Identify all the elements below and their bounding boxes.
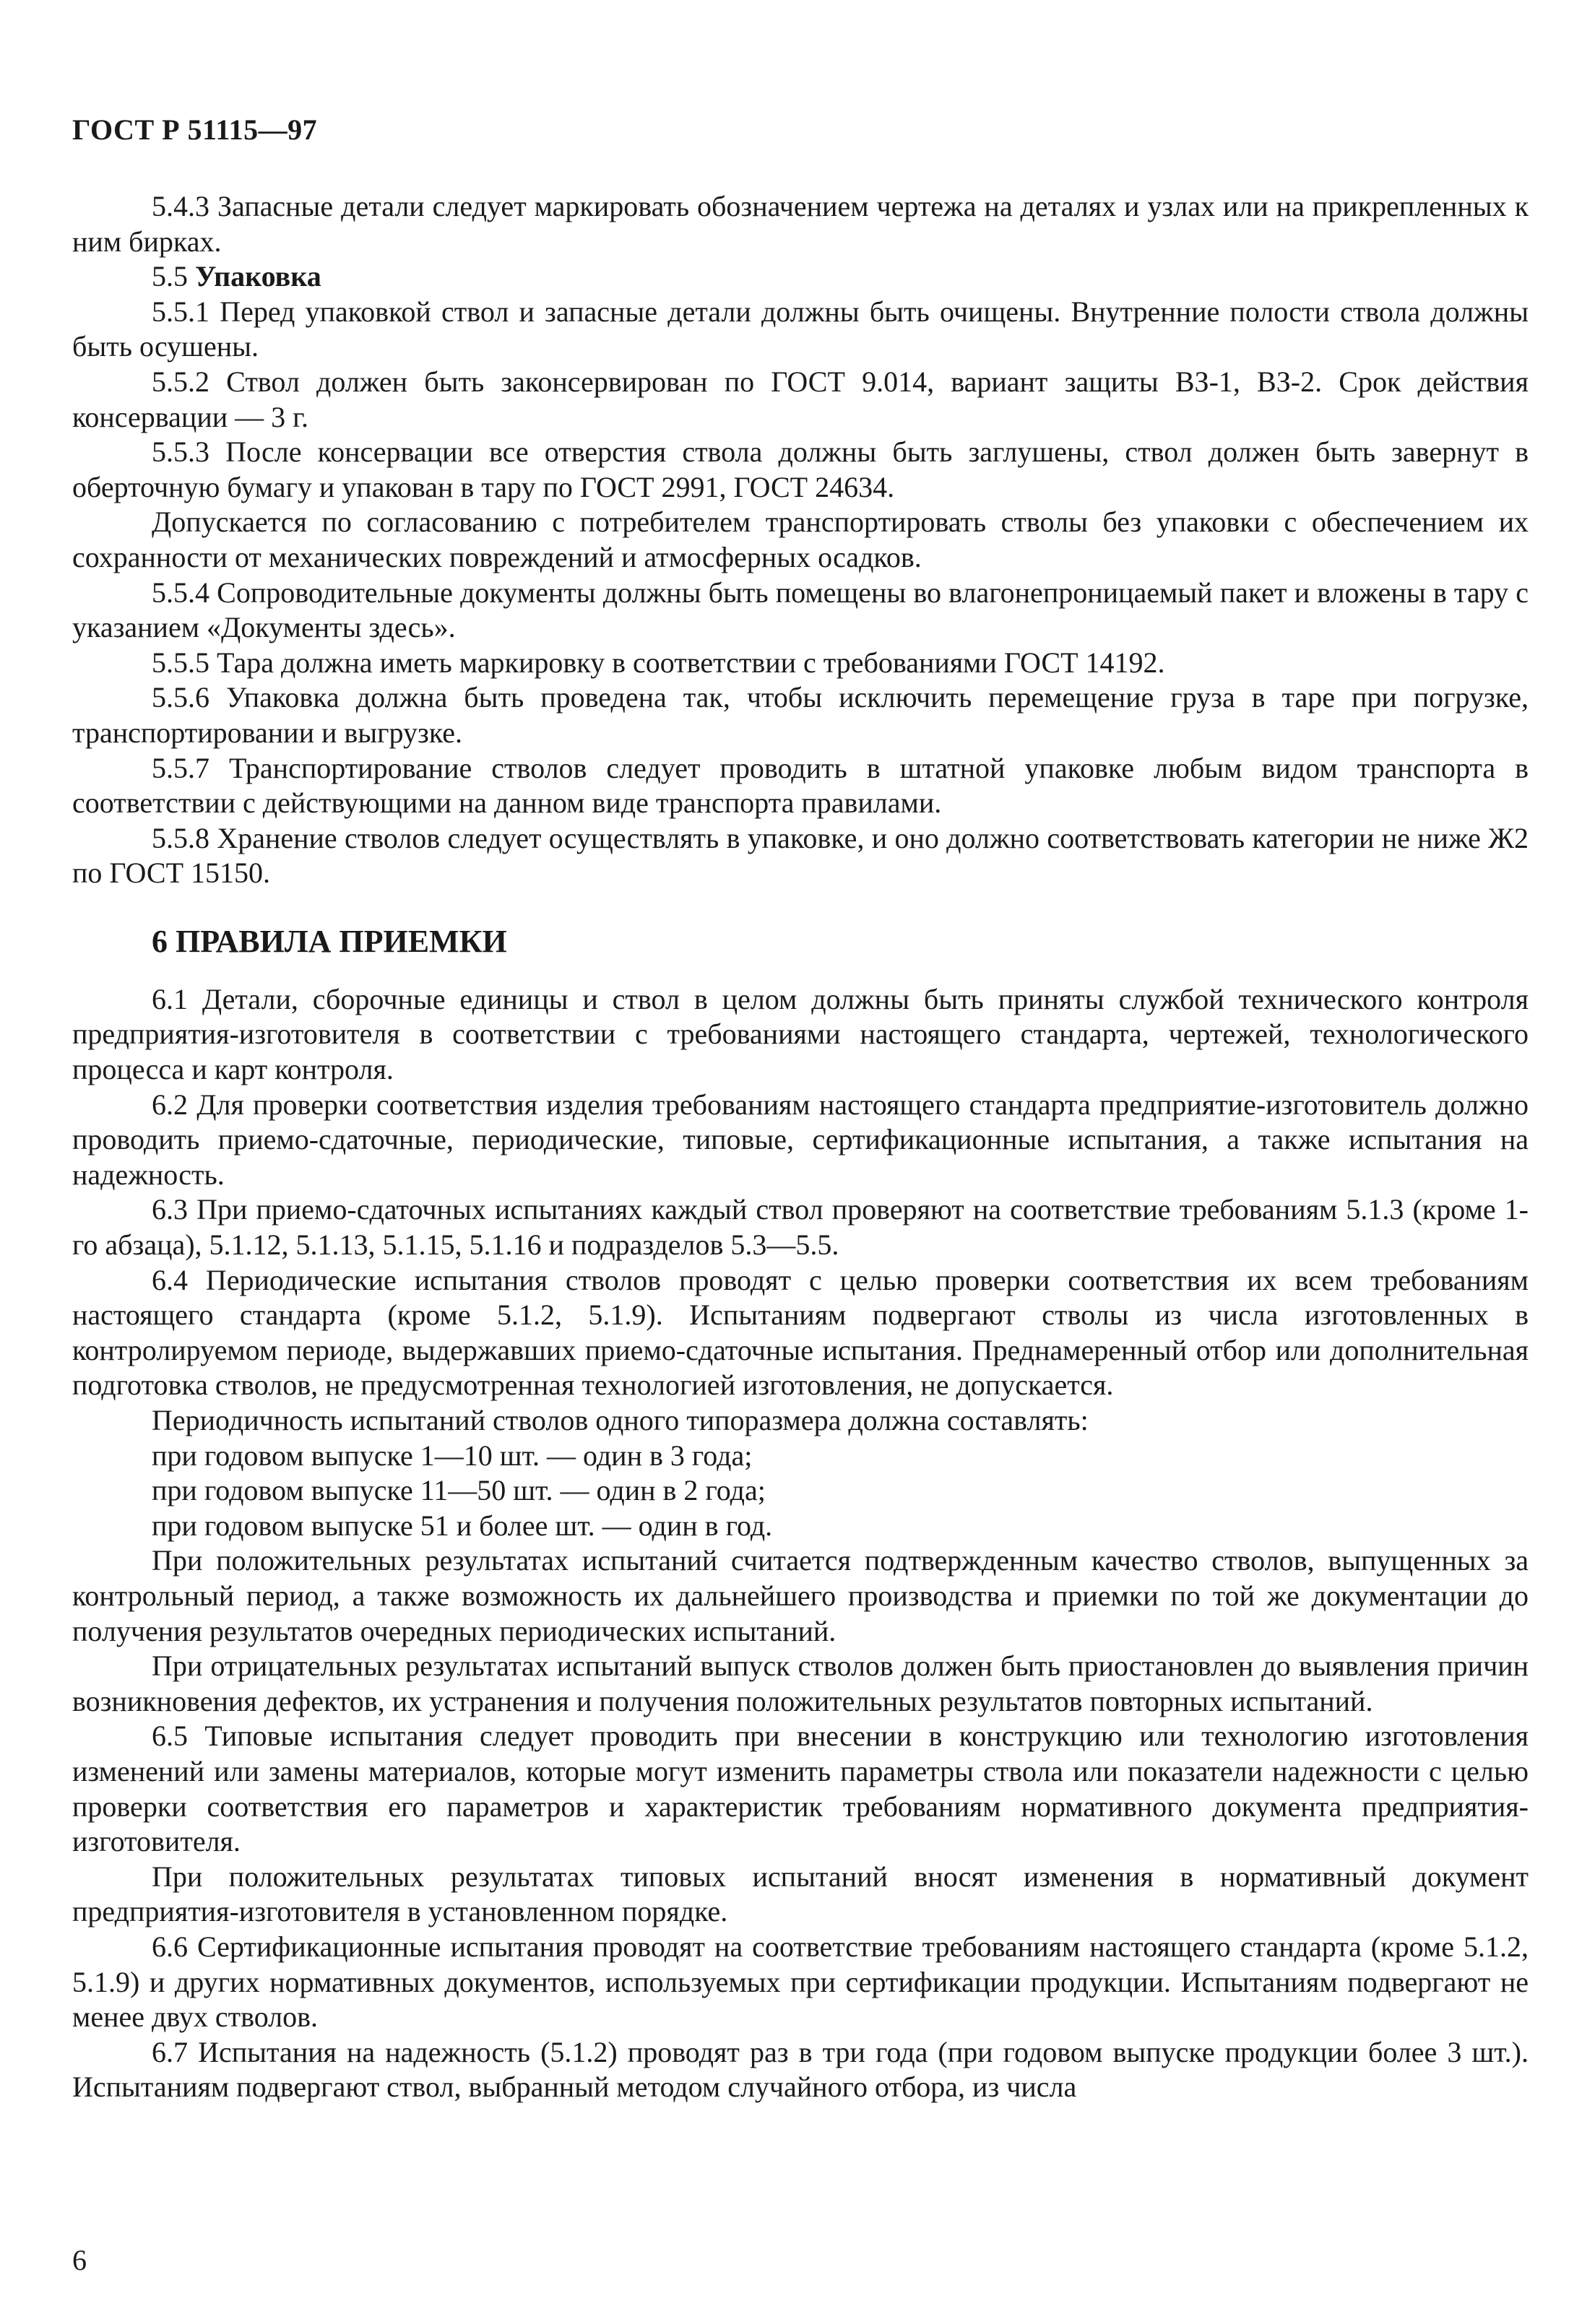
subsection-number: 5.5 — [152, 260, 188, 293]
paragraph-5-4-3: 5.4.3 Запасные детали следует маркировать обозначением чертежа на деталях и узлах или на прикрепленных к ним бирках. — [72, 190, 1529, 258]
paragraph-5-5-8: 5.5.8 Хранение стволов следует осуществлять в упаковке, и оно должно соответствовать категории не ниже Ж2 по ГОСТ 15150. — [72, 821, 1529, 890]
paragraph-6-2: 6.2 Для проверки соответствия изделия требованиям настоящего стандарта предприятие-изготовитель должно проводить приемо-сдаточные, периодические, типовые, сертификационные испытания, а также испытания на надежность. — [72, 1088, 1529, 1191]
section-6-heading: 6 ПРАВИЛА ПРИЕМКИ — [152, 923, 507, 959]
paragraph-6-7: 6.7 Испытания на надежность (5.1.2) проводят раз в три года (при годовом выпуске продукции более 3 шт.). Испытаниям подвергают ствол, выбранный методом случайного отбора, из числа — [72, 2035, 1529, 2104]
paragraph-6-3: 6.3 При приемо-сдаточных испытаниях каждый ствол проверяют на соответствие требованиям 5.1.3 (кроме 1-го абзаца), 5.1.12, 5.1.13, 5.1.15, 5.1.16 и подразделов 5.3—5.5. — [72, 1193, 1529, 1262]
subsection-title: Упаковка — [195, 260, 321, 293]
document-code-header: ГОСТ Р 51115—97 — [72, 113, 318, 146]
paragraph-5-5-2: 5.5.2 Ствол должен быть законсервирован по ГОСТ 9.014, вариант защиты ВЗ-1, ВЗ-2. Срок действия консервации — 3 г. — [72, 365, 1529, 433]
paragraph-5-5-7: 5.5.7 Транспортирование стволов следует проводить в штатной упаковке любым видом транспорта в соответствии с действующими на данном виде транспорта правилами. — [72, 751, 1529, 820]
paragraph-5-5-4: 5.5.4 Сопроводительные документы должны быть помещены во влагонепроницаемый пакет и вложены в тару с указанием «Документы здесь». — [72, 576, 1529, 644]
paragraph-6-4-negative: При отрицательных результатах испытаний выпуск стволов должен быть приостановлен до выявления причин возникновения дефектов, их устранения и получения положительных результатов повторных испытаний. — [72, 1649, 1529, 1717]
paragraph-6-5-positive: При положительных результатах типовых испытаний вносят изменения в нормативный документ предприятия-изготовителя в установленном порядке. — [72, 1860, 1529, 1928]
paragraph-5-5-6: 5.5.6 Упаковка должна быть проведена так, чтобы исключить перемещение груза в таре при погрузке, транспортировании и выгрузке. — [72, 681, 1529, 749]
paragraph-5-5-3-note: Допускается по согласованию с потребителем транспортировать стволы без упаковки с обеспечением их сохранности от механических повреждений и атмосферных осадков. — [72, 506, 1529, 573]
list-item-periodicity-2: при годовом выпуске 11—50 шт. — один в 2 года; — [152, 1474, 766, 1507]
paragraph-5-5-5: 5.5.5 Тара должна иметь маркировку в соответствии с требованиями ГОСТ 14192. — [152, 646, 1165, 679]
paragraph-6-4: 6.4 Периодические испытания стволов проводят с целью проверки соответствия их всем требованиям настоящего стандарта (кроме 5.1.2, 5.1.9). Испытаниям подвергают стволы из числа изготовленных в контролируемом периоде, выдержавших приемо-сдаточные испытания. Преднамеренный отбор или дополнительная подготовка стволов, не предусмотренная технологией изготовления, не допускается. — [72, 1263, 1529, 1402]
paragraph-6-1: 6.1 Детали, сборочные единицы и ствол в целом должны быть приняты службой технического контроля предприятия-изготовителя в соответствии с требованиями настоящего стандарта, чертежей, технологического процесса и карт контроля. — [72, 982, 1529, 1086]
paragraph-6-4-periodicity: Периодичность испытаний стволов одного типоразмера должна составлять: — [152, 1404, 1089, 1436]
paragraph-6-4-positive: При положительных результатах испытаний считается подтвержденным качество стволов, выпущенных за контрольный период, а также возможность их дальнейшего производства и приемки по той же документации до получения результатов очередных периодических испытаний. — [72, 1544, 1529, 1647]
page-body — [72, 189, 1529, 2105]
paragraph-6-5: 6.5 Типовые испытания следует проводить при внесении в конструкцию или технологию изготовления изменений или замены материалов, которые могут изменить параметры ствола или показатели надежности с целью проверки соответствия его параметров и характеристик требованиям нормативного документа предприятия-изготовителя. — [72, 1720, 1529, 1858]
list-item-periodicity-1: при годовом выпуске 1—10 шт. — один в 3 года; — [152, 1439, 753, 1472]
paragraph-5-5-3: 5.5.3 После консервации все отверстия ствола должны быть заглушены, ствол должен быть завернут в оберточную бумагу и упакован в тару по ГОСТ 2991, ГОСТ 24634. — [72, 435, 1529, 503]
list-item-periodicity-3: при годовом выпуске 51 и более шт. — один в год. — [152, 1509, 773, 1542]
paragraph-6-6: 6.6 Сертификационные испытания проводят на соответствие требованиям настоящего стандарта (кроме 5.1.2, 5.1.9) и других нормативных документов, используемых при сертификации продукции. Испытаниям подвергают не менее двух стволов. — [72, 1930, 1529, 2034]
paragraph-5-5-1: 5.5.1 Перед упаковкой ствол и запасные детали должны быть очищены. Внутренние полости ствола должны быть осушены. — [72, 295, 1529, 363]
subsection-5-5-heading — [72, 259, 1529, 295]
page-number: 6 — [72, 2244, 87, 2276]
